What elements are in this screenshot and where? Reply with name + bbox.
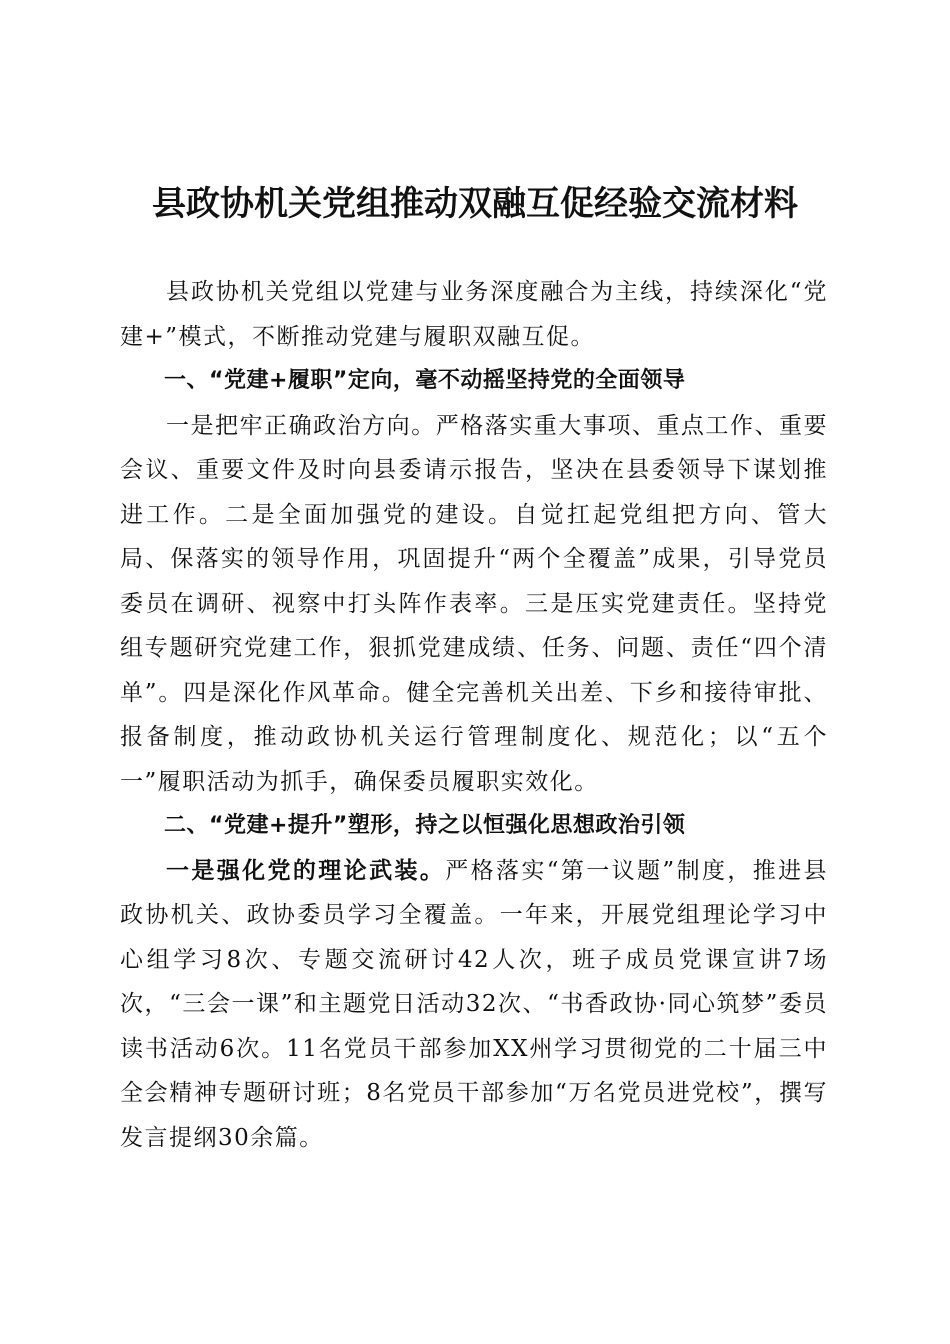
section-2-body: 严格落实“第一议题”制度，推进县政协机关、政协委员学习全覆盖。一年来，开展党组理论学习中心组学习8次、专题交流研讨42人次，班子成员党课宣讲7场次，“三会一课”和主题党日活动32次、“书香政协·同心筑梦”委员读书活动6次。11名党员干部参加XX州学习贯彻党的二十届三中全会精神专题研讨班；8名党员干部参加“万名党员进党校”，撰写发言提纲30余篇。 [120, 857, 828, 1151]
section-1-paragraph: 一是把牢正确政治方向。严格落实重大事项、重点工作、重要会议、重要文件及时向县委请示报告，坚决在县委领导下谋划推进工作。二是全面加强党的建设。自觉扛起党组把方向、管大局、保落实的领导作用，巩固提升“两个全覆盖”成果，引导党员委员在调研、视察中打头阵作表率。三是压实党建责任。坚持党组专题研究党建工作，狠抓党建成绩、任务、问题、责任“四个清单”。四是深化作风革命。健全完善机关出差、下乡和接待审批、报备制度，推动政协机关运行管理制度化、规范化；以“五个一”履职活动为抓手，确保委员履职实效化。 [120, 412, 828, 795]
section-2-lead: 一是强化党的理论武装。 [166, 857, 446, 884]
section-2-heading: 二、“党建+提升”塑形，持之以恒强化思想政治引领 [164, 813, 686, 838]
intro-paragraph: 县政协机关党组以党建与业务深度融合为主线，持续深化“党建+”模式，不断推动党建与履职双融互促。 [120, 279, 828, 350]
section-2-paragraph [120, 849, 828, 1161]
document-title: 县政协机关党组推动双融互促经验交流材料 [152, 184, 798, 224]
section-1-heading: 一、“党建+履职”定向，毫不动摇坚持党的全面领导 [164, 368, 686, 393]
document-body [120, 270, 828, 1160]
